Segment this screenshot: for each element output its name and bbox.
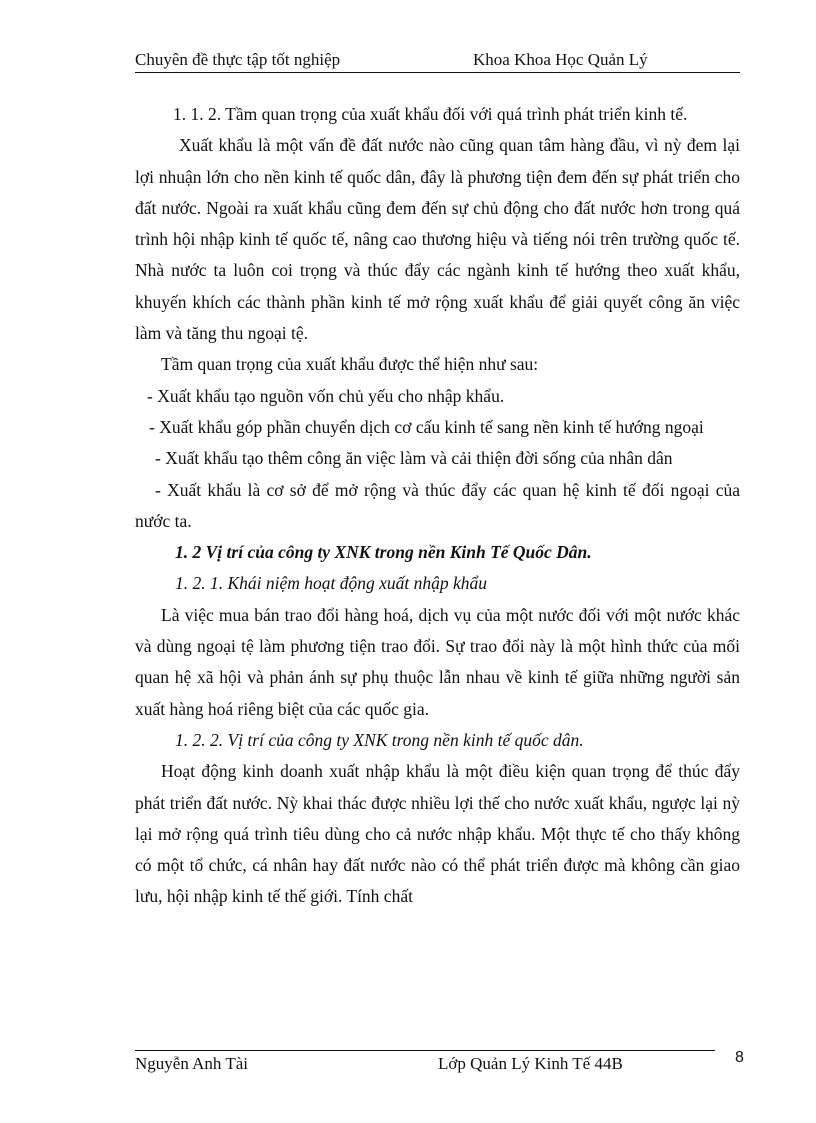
bullet-capital-source: - Xuất khẩu tạo nguồn vốn chủ yếu cho nhập khẩu. [147, 385, 505, 406]
bullet-foreign-relations: - Xuất khẩu là cơ sở để mở rộng và thúc đẩy các quan hệ kinh tế đối ngoại của nước ta. [135, 479, 740, 531]
paragraph-import-export-definition: Là việc mua bán trao đổi hàng hoá, dịch vụ của một nước đối với một nước khác và dùng ngoại tệ làm phương tiện trao đổi. Sự trao đổi này là một hình thức của mối quan hệ xã hội và phản ánh sự phụ thuộc lẫn nhau về kinh tế giữa những người sản xuất hàng hoá riêng biệt của các quốc gia. [135, 604, 740, 719]
footer-class: Lớp Quản Lý Kinh Tế 44B [438, 1054, 623, 1073]
header-faculty: Khoa Khoa Học Quản Lý [473, 50, 648, 69]
footer-divider [135, 1050, 715, 1051]
paragraph-company-role: Hoạt động kinh doanh xuất nhập khẩu là một điều kiện quan trọng để thúc đẩy phát triển đất nước. Nỳ khai thác được nhiều lợi thế cho nước xuất khẩu, ngược lại nỳ lại mở rộng quá trình tiêu dùng cho cả nước nhập khẩu. Một thực tế cho thấy không có một tổ chức, cá nhân hay đất nước nào có thể phát triển được mà không cần giao lưu, hội nhập kinh tế thế giới. Tính chất [135, 761, 740, 907]
subsection-heading-1-2-1: 1. 2. 1. Khái niệm hoạt động xuất nhập khẩu [175, 573, 488, 594]
header-document-type: Chuyên đề thực tập tốt nghiệp [135, 50, 341, 69]
page-header [135, 48, 740, 73]
section-heading-1-1-2: 1. 1. 2. Tầm quan trọng của xuất khẩu đối với quá trình phát triển kinh tế. [173, 104, 688, 124]
section-heading-1-2: 1. 2 Vị trí của công ty XNK trong nền Kinh Tế Quốc Dân. [175, 542, 592, 563]
footer-author: Nguyễn Anh Tài [135, 1054, 249, 1073]
document-body [135, 99, 740, 913]
subsection-heading-1-2-2: 1. 2. 2. Vị trí của công ty XNK trong nền kinh tế quốc dân. [175, 729, 584, 750]
bullet-economic-restructuring: - Xuất khẩu góp phần chuyển dịch cơ cấu kinh tế sang nền kinh tế hướng ngoại [149, 416, 704, 437]
paragraph-importance-intro: Tầm quan trọng của xuất khẩu được thể hiện như sau: [161, 354, 539, 375]
page-number: 8 [735, 1049, 744, 1066]
bullet-employment: - Xuất khẩu tạo thêm công ăn việc làm và cải thiện đời sống của nhân dân [155, 448, 673, 469]
paragraph-export-importance: Xuất khẩu là một vấn đề đất nước nào cũng quan tâm hàng đầu, vì nỳ đem lại lợi nhuận lớn cho nền kinh tế quốc dân, đây là phương tiện đem đến sự phát triển cho đất nước. Ngoài ra xuất khẩu cũng đem đến sự chủ động cho đất nước hơn trong quá trình hội nhập kinh tế quốc tế, nâng cao thương hiệu và tiếng nói trên trường quốc tế. Nhà nước ta luôn coi trọng và thúc đẩy các ngành kinh tế hướng theo xuất khẩu, khuyến khích các thành phần kinh tế mở rộng xuất khẩu để giải quyết công ăn việc làm và tăng thu ngoại tệ. [135, 135, 740, 344]
